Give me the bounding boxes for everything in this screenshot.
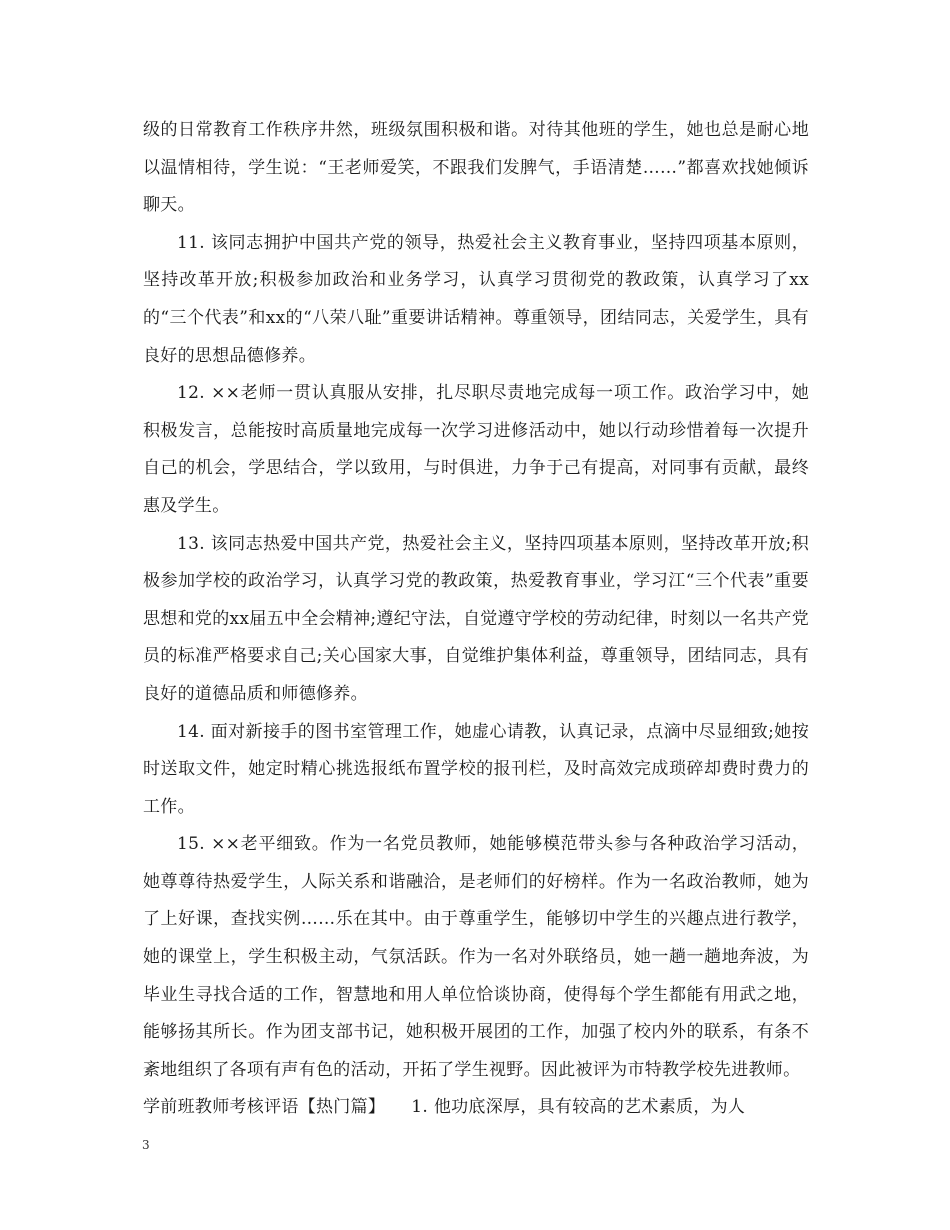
paragraph-11: 11. 该同志拥护中国共产党的领导，热爱社会主义教育事业，坚持四项基本原则，坚持改革开放;积极参加政治和业务学习，认真学习贯彻党的教政策，认真学习了xx的“三个代表”和xx的“八荣八耻”重要讲话精神。尊重领导，团结同志，关爱学生，具有良好的思想品德修养。 (143, 232, 809, 366)
paragraph-15: 15. ××老平细致。作为一名党员教师，她能够模范带头参与各种政治学习活动，她尊尊待热爱学生，人际关系和谐融洽，是老师们的好榜样。作为一名政治教师，她为了上好课，查找实例……乐在其中。由于尊重学生，能够切中学生的兴趣点进行教学，她的课堂上，学生积极主动，气氛活跃。作为一名对外联络员，她一趟一趟地奔波，为毕业生寻找合适的工作，智慧地和用人单位恰谈协商，使得每个学生都能有用武之地，能够扬其所长。作为团支部书记，她积极开展团的工作，加强了校内外的联系，有条不紊地组织了各项有声有色的活动，开拓了学生视野。因此被评为市特教学校先进教师。 (143, 834, 809, 1080)
paragraph-13: 13. 该同志热爱中国共产党，热爱社会主义，坚持四项基本原则，坚持改革开放;积极参加学校的政治学习，认真学习党的教政策，热爱教育事业，学习江“三个代表”重要思想和党的xx届五中全会精神;遵纪守法，自觉遵守学校的劳动纪律，时刻以一名共产党员的标准严格要求自己;关心国家大事，自觉维护集体利益，尊重领导，团结同志，具有良好的道德品质和师德修养。 (143, 533, 809, 704)
section-heading-line: 学前班教师考核评语【热门篇】 1. 他功底深厚，具有较高的艺术素质，为人 (143, 1097, 746, 1118)
paragraph-12: 12. ××老师一贯认真服从安排，扎尽职尽责地完成每一项工作。政治学习中，她积极发言，总能按时高质量地完成每一次学习进修活动中，她以行动珍惜着每一次提升自己的机会，学思结合，学以致用，与时俱进，力争于己有提高，对同事有贡献，最终惠及学生。 (143, 383, 809, 516)
paragraph-continuation: 级的日常教育工作秩序井然，班级氛围积极和谐。对待其他班的学生，她也总是耐心地以温情相待，学生说：“王老师爱笑，不跟我们发脾气，手语清楚……”都喜欢找她倾诉聊天。 (143, 120, 809, 216)
page-number: 3 (142, 1138, 150, 1152)
paragraph-14: 14. 面对新接手的图书室管理工作，她虚心请教，认真记录，点滴中尽显细致;她按时送取文件，她定时精心挑选报纸布置学校的报刊栏，及时高效完成琐碎却费时费力的工作。 (143, 721, 809, 817)
document-body (143, 112, 809, 1127)
